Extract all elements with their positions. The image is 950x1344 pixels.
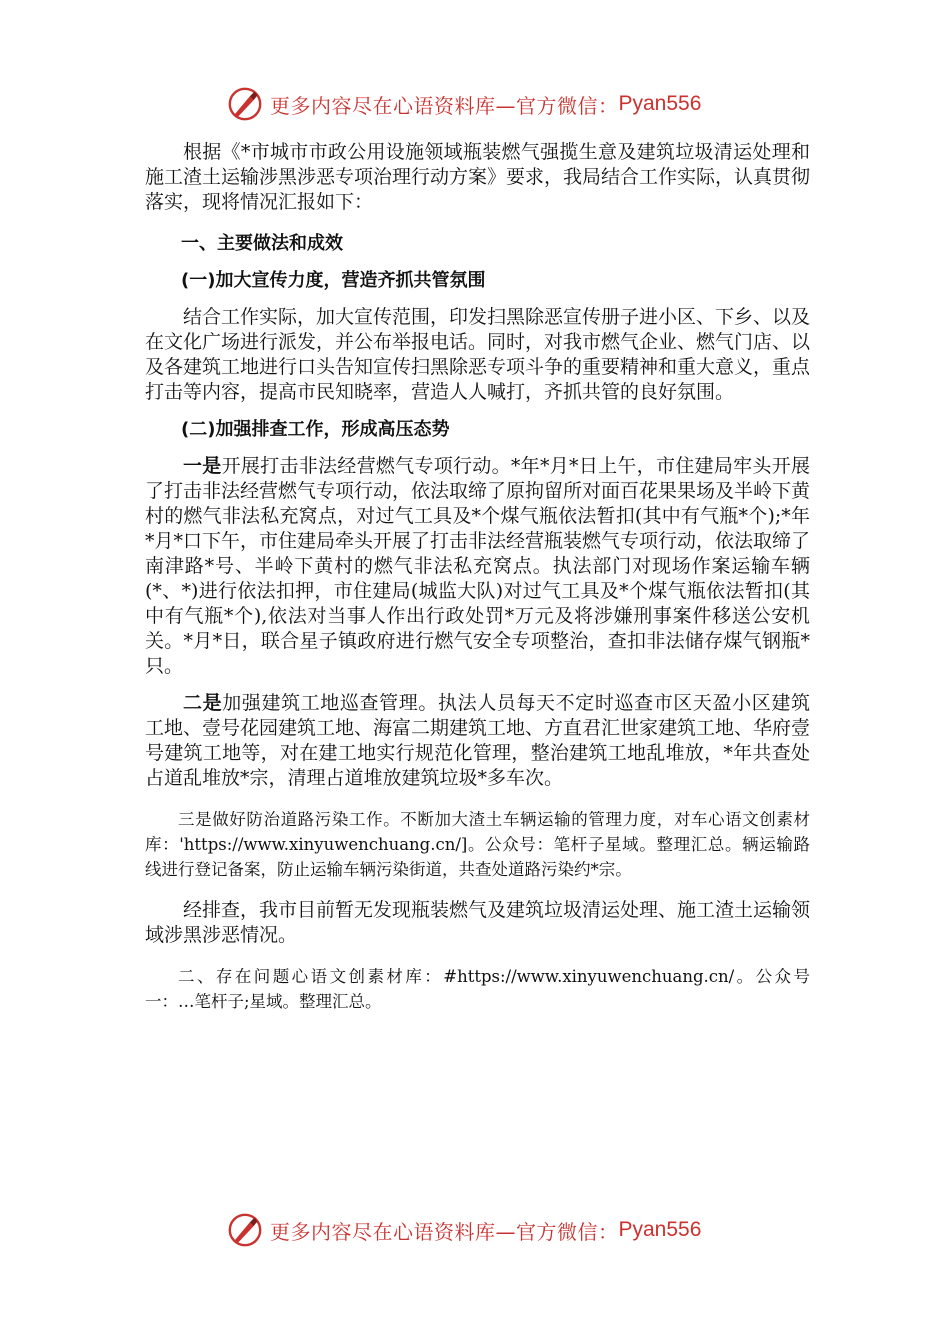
paragraph-conclusion: 经排查，我市目前暂无发现瓶装燃气及建筑垃圾清运处理、施工渣土运输领域涉黑涉恶情况。 [145,899,811,946]
paragraph-gas-action [145,454,810,679]
footer-banner [226,1210,701,1250]
header-banner [226,84,701,124]
paragraph-problems: 二、存在问题心语文创素材库：#https://www.xinyuwenchuang.cn/。公众号一：…笔杆子;星域。整理汇总。 [145,967,810,1011]
subsection-heading-2: (二)加强排查工作，形成高压态势 [181,419,450,440]
lead-label: 一是 [183,455,222,477]
paragraph-text: 开展打击非法经营燃气专项行动。*年*月*日上午，市住建局牢头开展了打击非法经营燃气专项行动，依法取缔了原拘留所对面百花果果场及半岭下黄村的燃气非法私充窝点，对过气工具及*个煤气瓶依法暂扣(其中有气瓶*个);*年*月*口下午，市住建局牵头开展了打击非法经营瓶装燃气专项行动，依法取缔了南津路*号、半岭下黄村的燃气非法私充窝点。执法部门对现场作案运输车辆(*、*)进行依法扣押，市住建局(城监大队)对过气工具及*个煤气瓶依法暂扣(其中有气瓶*个),依法对当事人作出行政处罚*万元及将涉嫌刑事案件移送公安机关。*月*日，联合星子镇政府进行燃气安全专项整治，查扣非法储存煤气钢瓶*只。 [145,455,811,677]
document-body [145,140,810,1014]
intro-paragraph: 根据《*市城市市政公用设施领域瓶装燃气强揽生意及建筑垃圾清运处理和施工渣土运输涉黑涉恶专项治理行动方案》要求，我局结合工作实际，认真贯彻落实，现将情况汇报如下： [145,141,811,213]
paragraph-construction [145,691,810,791]
paragraph-text: 加强建筑工地巡查管理。执法人员每天不定时巡查市区天盈小区建筑工地、壹号花园建筑工地、海富二期建筑工地、方直君汇世家建筑工地、华府壹号建筑工地等，对在建工地实行规范化管理，整治建筑工地乱堆放，*年共查处占道乱堆放*宗，清理占道堆放建筑垃圾*多车次。 [145,692,811,789]
banner-wechat-id: Pyan556 [618,1218,702,1241]
subsection-heading-1: (一)加大宣传力度，营造齐抓共管氛围 [181,270,486,291]
banner-text: 更多内容尽在心语资料库—官方微信： [270,1219,619,1244]
banner-text: 更多内容尽在心语资料库—官方微信： [270,93,619,118]
banner-wechat-id: Pyan556 [618,92,702,115]
paragraph-road-pollution: 三是做好防治道路污染工作。不断加大渣土车辆运输的管理力度，对车心语文创素材库：'https://www.xinyuwenchuang.cn/]。公众号：笔杆子星域。整理汇总。辆运输路线进行登记备案，防止运输车辆污染街道，共查处道路污染约*宗。 [145,810,810,879]
section-heading-1: 一、主要做法和成效 [181,233,343,254]
lead-label: 二是 [183,692,223,714]
paragraph-publicity: 结合工作实际，加大宣传范围，印发扫黑除恶宣传册子进小区、下乡、以及在文化广场进行派发，并公布举报电话。同时，对我市燃气企业、燃气门店、以及各建筑工地进行口头告知宣传扫黑除恶专项斗争的重要精神和重大意义，重点打击等内容，提高市民知晓率，营造人人喊打，齐抓共管的良好氛围。 [145,306,811,403]
pen-logo-icon [226,85,264,123]
pen-logo-icon [226,1211,264,1249]
